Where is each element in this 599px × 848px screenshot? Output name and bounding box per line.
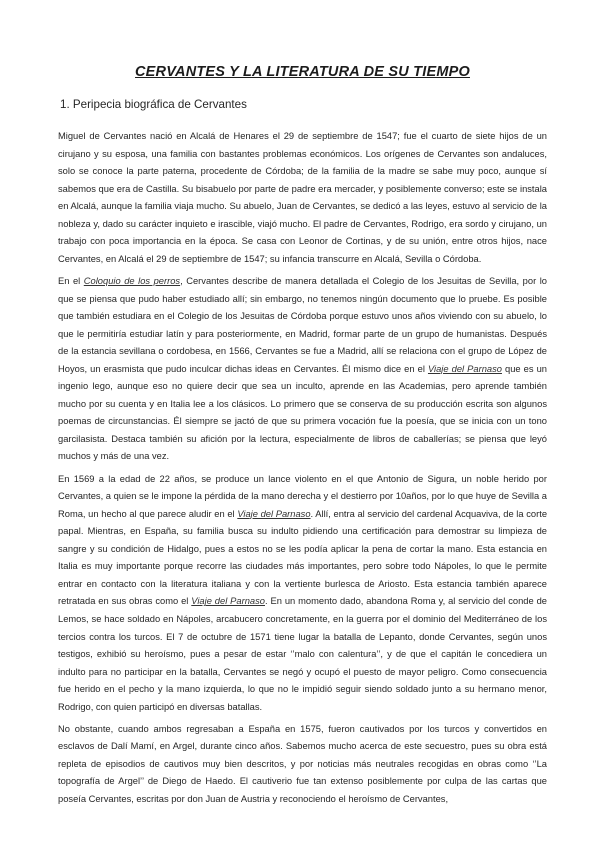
paragraph-text: que es un ingenio lego, aunque eso no quiere decir que sea un inculto, aprende en las Academias, pero aprende también mucho por su cuenta y en Italia lee a los clásicos. Lo primero que se conserva de su producción escrita son algunos poemas de circunstancias. Él siempre se jactó de que su primera vocación fue la poesía, que se inicia con un tono garcilasista. Destaca también su afición por la lectura, especialmente de libros de caballerías; se piensa que leyó muchos y más de una vez.: [58, 363, 547, 462]
paragraph-education: [58, 273, 547, 466]
paragraph-text: . Allí, entra al servicio del cardenal Acquaviva, de la corte papal. Mientras, en España, su familia busca su indulto pidiendo una certificación para demostrar su limpieza de sangre y su condición de Hidalgo, pues a estos no se les podía aplicar la pena de cortar la mano. Esta estancia en Italia es muy importante porque recorre las ciudades más importantes, pero sobre todo Nápoles, lo que le permite entrar en contacto con la literatura italiana y con la vertiente burlesca de Ariosto. Esta estancia también aparece retratada en sus obras como el: [58, 508, 548, 607]
paragraph-captivity: [58, 721, 547, 809]
paragraph-text: Miguel de Cervantes nació en Alcalá de Henares el 29 de septiembre de 1547; fue el cuarto de siete hijos de un cirujano y su esposa, una familia con bastantes problemas económicos. Los orígenes de Cervantes son andaluces, solo se conoce la parte paterna, procedente de Córdoba; de la familia de la madre se sabe muy poco, aunque sí sabemos que era de Castilla. Su bisabuelo por parte de padre era mercader, y posiblemente converso; este se instala en Alcalá, aunque la familia viaja mucho. Su abuelo, Juan de Cervantes, se dedicó a las leyes, estuvo al servicio de la nobleza y, dado su carácter inquieto e irascible, viajó mucho. El padre de Cervantes, Rodrigo, era sordo y cirujano, un trabajo con poca importancia en la época. Se casa con Leonor de Cortinas, y de su unión, entre otros hijos, nace Cervantes, en Alcalá el 29 de septiembre de 1547; su infancia transcurre en Alcalá, Sevilla o Córdoba.: [58, 131, 547, 264]
paragraph-origins: [58, 128, 547, 268]
section-heading: 1. Peripecia biográfica de Cervantes: [60, 98, 247, 111]
paragraph-text: . En un momento dado, abandona Roma y, al servicio del conde de Lemos, se hace soldado en Nápoles, arcabucero concretamente, en la guerra por el dominio del Mediterráneo de los tercios contra los turcos. El 7 de octubre de 1571 tiene lugar la batalla de Lepanto, donde Cervantes, según unos testigos, exhibió su heroísmo, pues a pesar de estar ‘’malo con calentura’’, y de que el capitán le concediera un indulto para no participar en la batalla, Cervantes se negó y ocupó el puesto de mayor peligro. Como consecuencia fue herido en el pecho y la mano izquierda, lo que no le impidió seguir siendo soldado junto a su hermano menor, Rodrigo, con quien participó en diversas batallas.: [58, 596, 547, 712]
document-title: CERVANTES Y LA LITERATURA DE SU TIEMPO: [135, 64, 470, 80]
paragraph-text: En 1569 a la edad de 22 años, se produce un lance violento en el que Antonio de Sigura, un noble herido por Cervantes, a quien se le impone la pérdida de la mano derecha y el destierro por 10años, por lo que huye de Sevilla a Roma, un hecho al que parece aludir en el: [58, 473, 547, 519]
work-reference-viaje: Viaje del Parnaso: [427, 363, 502, 374]
paragraph-italy: [58, 471, 547, 717]
work-reference-viaje: Viaje del Parnaso: [191, 596, 265, 607]
work-reference-viaje: Viaje del Parnaso: [237, 508, 311, 519]
paragraph-text: No obstante, cuando ambos regresaban a España en 1575, fueron cautivados por los turcos y convertidos en esclavos de Dalí Mamí, en Argel, durante cinco años. Sabemos mucho acerca de este secuestro, pues su obra está repleta de episodios de cautivos muy bien descritos, y por noticias más neutrales recogidas en obras como ‘’La topografía de Argel’’ de Diego de Haedo. El cautiverio fue tan extenso posiblemente por culpa de las cartas que poseía Cervantes, escritas por don Juan de Austria y reconociendo el heroísmo de Cervantes,: [58, 723, 547, 805]
paragraph-text: , Cervantes describe de manera detallada el Colegio de los Jesuitas de Sevilla, por lo que se piensa que pudo haber estudiado allí; sin embargo, no tenemos ningún documento que lo pruebe. Es posible que también estudiara en el Colegio de los Jesuitas de Córdoba porque estuvo unos años viviendo con su abuelo, lo que le permitiría estudiar latín y para posteriormente, en Madrid, formar parte de un grupo de humanistas. Después de la estancia sevillana o cordobesa, en 1566, Cervantes se fue a Madrid, allí se relaciona con el grupo de López de Hoyos, un erasmista que pudo inculcar dichas ideas en Cervantes. Él mismo dice en el: [58, 275, 547, 374]
work-reference-coloquio: Coloquio de los perros: [83, 275, 181, 286]
paragraph-text: En el: [58, 275, 84, 286]
